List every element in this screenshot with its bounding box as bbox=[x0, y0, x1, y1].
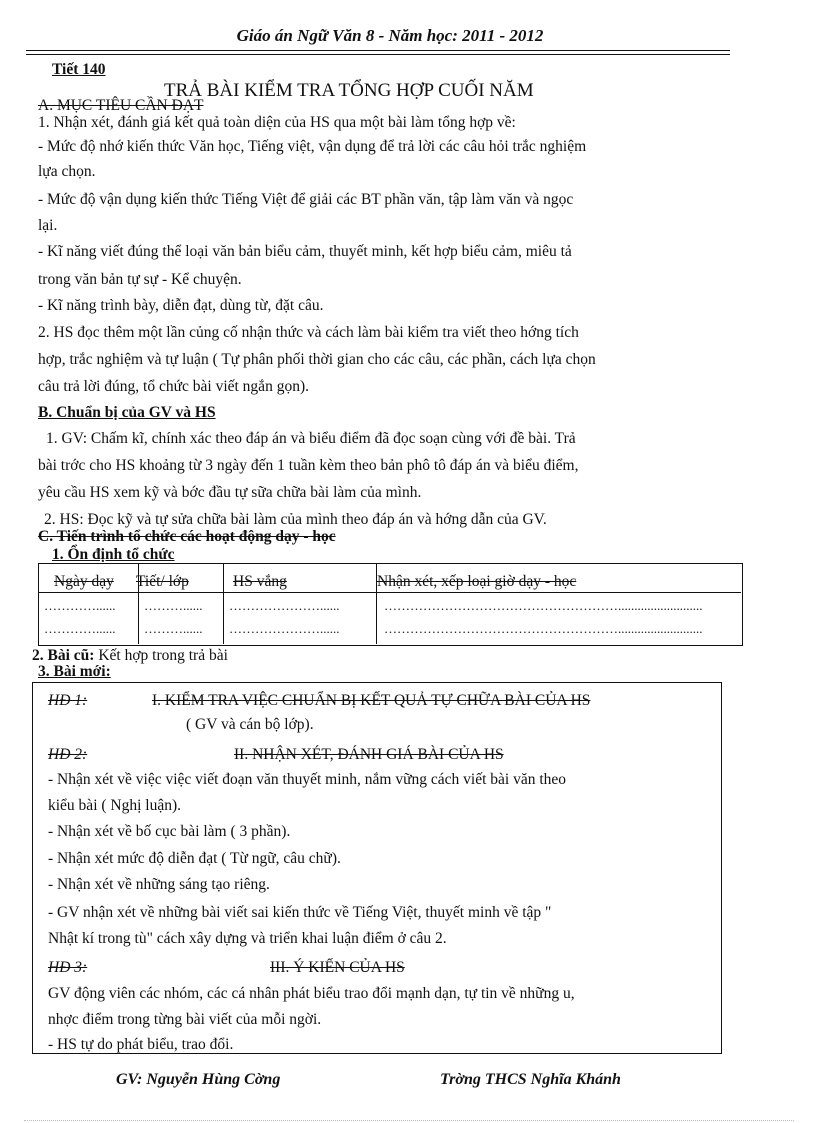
lesson-title: TRẢ BÀI KIỂM TRA TỔNG HỢP CUỐI NĂM bbox=[164, 80, 534, 101]
hd2-label: HĐ 2: bbox=[48, 746, 88, 763]
table-cell: ………...... bbox=[144, 598, 203, 613]
section-a-line: - Mức độ nhớ kiến thức Văn học, Tiếng việt, vận dụng để trả lời các câu hỏi trắc nghiệm bbox=[38, 138, 587, 155]
table-header-cell: Tiết/ lớp bbox=[136, 573, 189, 590]
section-a-line: câu trả lời đúng, tổ chức bài viết ngắn gọn). bbox=[38, 378, 309, 395]
table-cell: ……………………………………………….......................... bbox=[384, 621, 703, 636]
section-b-line: 2. HS: Đọc kỹ và tự sửa chữa bài làm của mình theo đáp án và hớng dẫn của GV. bbox=[44, 511, 547, 528]
section-a-line: hợp, trắc nghiệm và tự luận ( Tự phân phối thời gian cho các câu, các phần, cách lựa chọn bbox=[38, 351, 596, 368]
section-a-line: lựa chọn. bbox=[38, 163, 96, 180]
old-lesson-text: Kết hợp trong trả bài bbox=[98, 647, 228, 664]
table-cell: …………...... bbox=[44, 598, 116, 613]
section-a-line: trong văn bản tự sự - Kể chuyện. bbox=[38, 271, 242, 288]
section-a-line: lại. bbox=[38, 217, 58, 234]
page-bottom-dotted-rule bbox=[24, 1120, 794, 1121]
section-b-line: bài trớc cho HS khoảng từ 3 ngày đến 1 tuần kèm theo bản phô tô đáp án và biểu điểm, bbox=[38, 457, 579, 474]
hd2-title: II. NHẬN XÉT, ĐÁNH GIÁ BÀI CỦA HS bbox=[234, 746, 504, 763]
hd2-line: - Nhận xét mức độ diễn đạt ( Từ ngữ, câu chữ). bbox=[48, 850, 341, 867]
hd1-title: I. KIỂM TRA VIỆC CHUẨN BỊ KẾT QUẢ TỰ CHỮA BÀI CỦA HS bbox=[152, 692, 591, 709]
hd3-label: HĐ 3: bbox=[48, 959, 88, 976]
table-header-cell: Ngày dạy bbox=[54, 573, 114, 590]
section-b-line: 1. GV: Chấm kĩ, chính xác theo đáp án và biểu điểm đã đọc soạn cùng với đề bài. Trả bbox=[46, 430, 576, 447]
old-lesson-label: 2. Bài cũ: bbox=[32, 647, 95, 664]
document-header: Giáo án Ngữ Văn 8 - Năm học: 2011 - 2012 bbox=[236, 26, 544, 45]
hd2-line: Nhật kí trong tù" cách xây dựng và triển khai luận điểm ở câu 2. bbox=[48, 930, 447, 947]
table-cell: …………………...... bbox=[229, 621, 340, 636]
footer-teacher: GV: Nguyễn Hùng Cờng bbox=[116, 1071, 281, 1088]
table-cell: …………………...... bbox=[229, 598, 340, 613]
section-a-heading: A. MỤC TIÊU CẦN ĐẠT bbox=[38, 97, 204, 114]
hd3-line: nhợc điểm trong từng bài viết của mỗi ngời. bbox=[48, 1011, 322, 1028]
section-a-line: - Mức độ vận dụng kiến thức Tiếng Việt để giải các BT phần văn, tập làm văn và ngọc bbox=[38, 191, 574, 208]
table-cell: ………...... bbox=[144, 621, 203, 636]
lesson-number: Tiết 140 bbox=[52, 61, 106, 78]
hd2-line: - Nhận xét về việc việc viết đoạn văn thuyết minh, nắm vững cách viết bài văn theo bbox=[48, 771, 567, 788]
table-header-cell: Nhận xét, xếp loại giờ dạy - học bbox=[377, 573, 577, 590]
hd1-label: HĐ 1: bbox=[48, 692, 88, 709]
hd3-title: III. Ý KIẾN CỦA HS bbox=[270, 959, 405, 976]
header-rule-thin bbox=[26, 54, 730, 55]
hd3-line: - HS tự do phát biểu, trao đổi. bbox=[48, 1036, 234, 1053]
header-rule-thick bbox=[26, 50, 730, 51]
section-a-line: 2. HS đọc thêm một lần củng cố nhận thức và cách làm bài kiểm tra viết theo hớng tích bbox=[38, 324, 579, 341]
footer-school: Trờng THCS Nghĩa Khánh bbox=[440, 1071, 621, 1088]
section-a-line: - Kĩ năng viết đúng thể loại văn bản biểu cảm, thuyết minh, kết hợp biểu cảm, miêu tả bbox=[38, 243, 572, 260]
hd2-line: - Nhận xét về những sáng tạo riêng. bbox=[48, 876, 270, 893]
table-divider bbox=[223, 563, 224, 644]
section-a-line: - Kĩ năng trình bày, diễn đạt, dùng từ, đặt câu. bbox=[38, 297, 324, 314]
section-b-line: yêu cầu HS xem kỹ và bớc đầu tự sữa chữa bài làm của mình. bbox=[38, 484, 422, 501]
hd2-line: - Nhận xét về bố cục bài làm ( 3 phần). bbox=[48, 823, 291, 840]
table-cell: …………...... bbox=[44, 621, 116, 636]
section-c-heading: C. Tiến trình tổ chức các hoạt động dạy - học bbox=[38, 528, 336, 545]
section-c-sub1: 1. Ổn định tổ chức bbox=[52, 546, 175, 563]
hd3-line: GV động viên các nhóm, các cá nhân phát biểu trao đổi mạnh dạn, tự tin về những u, bbox=[48, 985, 575, 1002]
hd1-note: ( GV và cán bộ lớp). bbox=[186, 716, 314, 733]
section-a-line: 1. Nhận xét, đánh giá kết quả toàn diện của HS qua một bài làm tổng hợp về: bbox=[38, 114, 516, 131]
table-header-rule bbox=[38, 592, 741, 593]
hd2-line: kiểu bài ( Nghị luận). bbox=[48, 797, 182, 814]
new-lesson-heading: 3. Bài mới: bbox=[38, 663, 111, 680]
table-cell: ……………………………………………….......................... bbox=[384, 598, 703, 613]
section-b-heading: B. Chuẩn bị của GV và HS bbox=[38, 404, 216, 421]
hd2-line: - GV nhận xét về những bài viết sai kiến thức về Tiếng Việt, thuyết minh về tập " bbox=[48, 904, 552, 921]
table-header-cell: HS vắng bbox=[233, 573, 287, 590]
